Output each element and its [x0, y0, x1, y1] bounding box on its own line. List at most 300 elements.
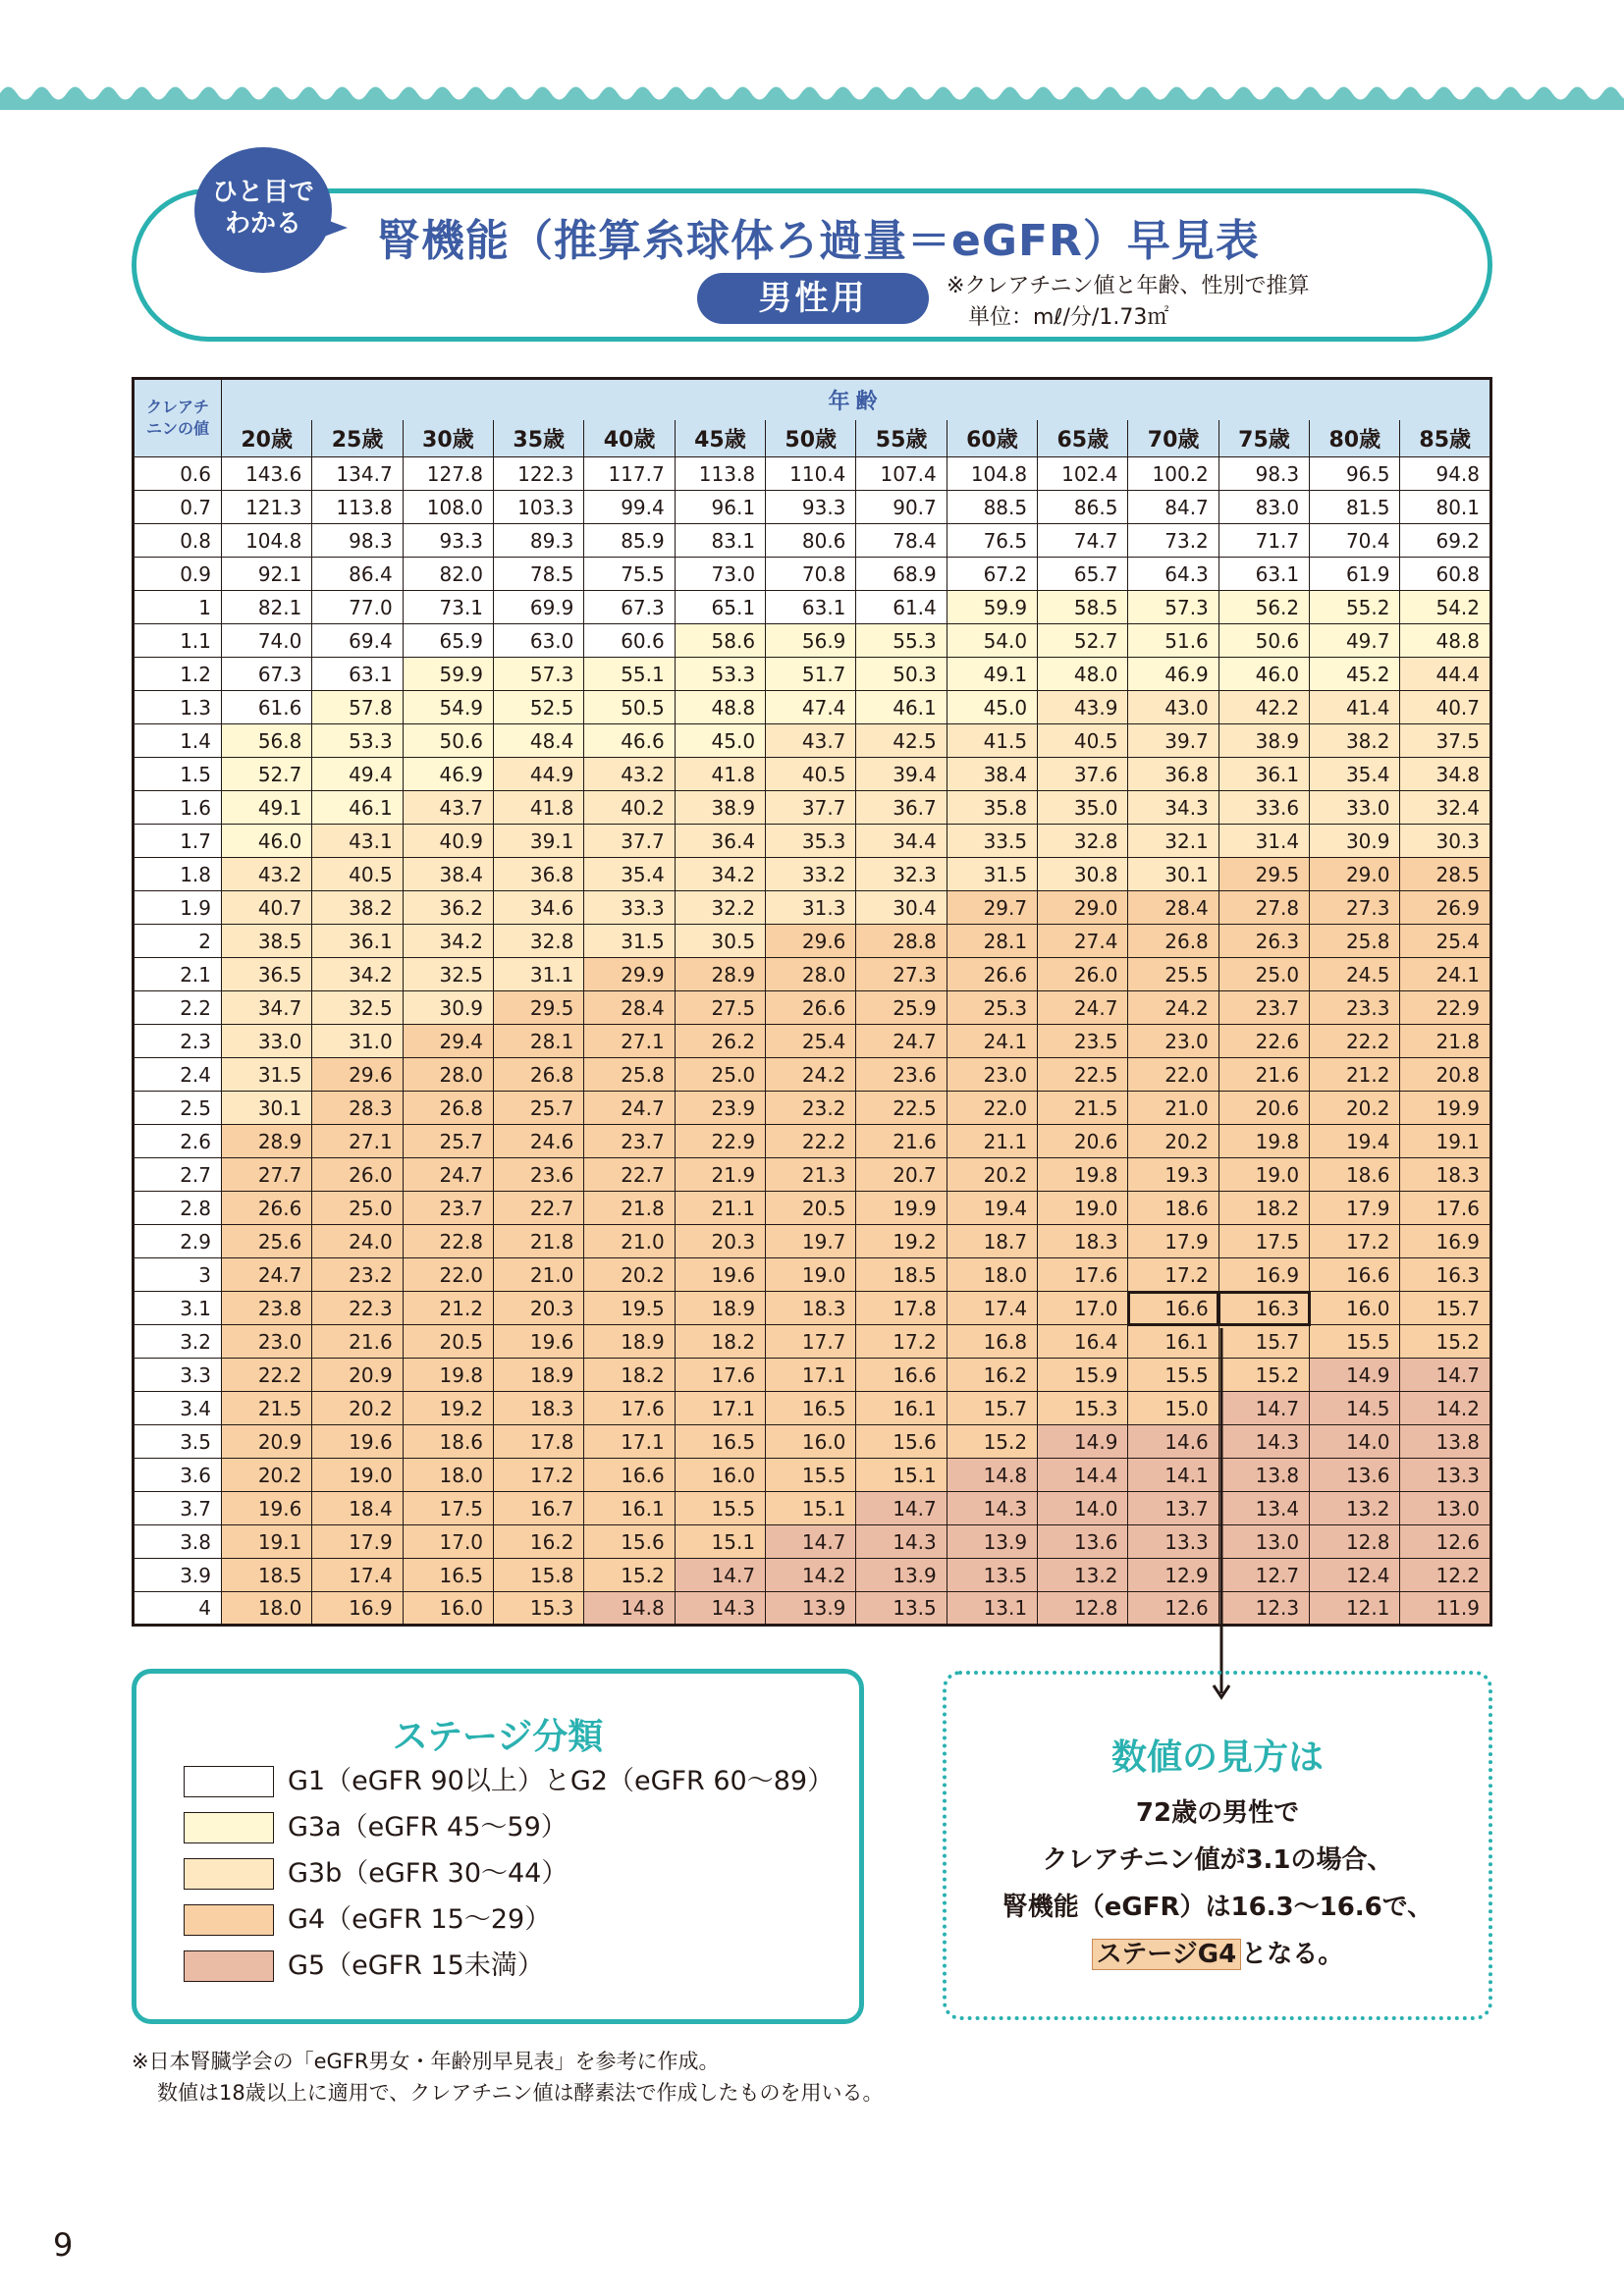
egfr-cell: 41.5 [947, 724, 1037, 758]
egfr-cell: 89.3 [494, 524, 584, 558]
egfr-cell: 73.2 [1128, 524, 1218, 558]
male-label: 男性用 [697, 273, 929, 324]
creatinine-value: 1 [134, 591, 222, 624]
creatinine-value: 3.4 [134, 1392, 222, 1425]
egfr-cell: 15.7 [1400, 1292, 1491, 1325]
egfr-cell: 13.5 [947, 1559, 1037, 1592]
egfr-cell: 24.0 [312, 1225, 403, 1258]
egfr-cell: 20.3 [494, 1292, 584, 1325]
egfr-cell: 99.4 [584, 491, 675, 524]
egfr-cell: 25.0 [1218, 958, 1309, 991]
egfr-cell: 27.3 [1310, 891, 1400, 925]
egfr-cell: 13.3 [1128, 1525, 1218, 1559]
egfr-cell: 30.1 [222, 1092, 312, 1125]
egfr-cell: 20.2 [584, 1258, 675, 1292]
egfr-cell: 21.1 [675, 1192, 765, 1225]
egfr-cell: 22.2 [1310, 1025, 1400, 1058]
egfr-cell: 55.2 [1310, 591, 1400, 624]
egfr-cell: 121.3 [222, 491, 312, 524]
egfr-cell: 17.7 [766, 1325, 856, 1359]
egfr-cell: 16.6 [584, 1459, 675, 1492]
callout-arrow [1211, 1328, 1232, 1706]
egfr-cell: 19.1 [1400, 1125, 1491, 1158]
egfr-cell: 44.9 [494, 758, 584, 791]
egfr-cell: 63.1 [766, 591, 856, 624]
egfr-cell: 17.1 [584, 1425, 675, 1459]
egfr-cell: 27.4 [1038, 925, 1128, 958]
egfr-cell: 19.8 [403, 1359, 493, 1392]
egfr-cell: 48.0 [1038, 658, 1128, 691]
creatinine-value: 0.8 [134, 524, 222, 558]
egfr-cell: 27.5 [675, 991, 765, 1025]
egfr-cell: 21.1 [947, 1125, 1037, 1158]
page-number: 9 [53, 2226, 74, 2264]
egfr-cell: 34.8 [1400, 758, 1491, 791]
creatinine-value: 3.2 [134, 1325, 222, 1359]
egfr-cell: 29.6 [766, 925, 856, 958]
egfr-cell: 30.3 [1400, 825, 1491, 858]
egfr-cell: 18.2 [584, 1359, 675, 1392]
age-column-header: 75歳 [1218, 420, 1309, 457]
legend-label: G4（eGFR 15〜29） [288, 1904, 552, 1935]
egfr-cell: 57.8 [312, 691, 403, 724]
egfr-cell: 21.3 [766, 1158, 856, 1192]
egfr-cell: 28.5 [1400, 858, 1491, 891]
age-column-header: 60歳 [947, 420, 1037, 457]
egfr-cell: 13.6 [1310, 1459, 1400, 1492]
egfr-cell: 61.4 [856, 591, 947, 624]
egfr-cell: 14.7 [766, 1525, 856, 1559]
egfr-cell: 96.1 [675, 491, 765, 524]
age-column-header: 20歳 [222, 420, 312, 457]
age-column-header: 35歳 [494, 420, 584, 457]
egfr-cell: 23.7 [584, 1125, 675, 1158]
egfr-cell: 64.3 [1128, 558, 1218, 591]
egfr-cell: 50.6 [1218, 624, 1309, 658]
egfr-cell: 20.6 [1218, 1092, 1309, 1125]
egfr-cell: 108.0 [403, 491, 493, 524]
egfr-cell: 37.5 [1400, 724, 1491, 758]
page-title: 腎機能（推算糸球体ろ過量＝eGFR）早見表 [377, 216, 1260, 266]
egfr-cell: 46.9 [403, 758, 493, 791]
egfr-cell: 14.2 [1400, 1392, 1491, 1425]
egfr-cell: 16.2 [947, 1359, 1037, 1392]
egfr-cell: 40.5 [312, 858, 403, 891]
table-row [134, 1192, 1491, 1225]
egfr-cell: 15.5 [1128, 1359, 1218, 1392]
egfr-cell: 38.2 [312, 891, 403, 925]
egfr-cell: 15.3 [494, 1592, 584, 1626]
egfr-cell: 96.5 [1310, 457, 1400, 491]
howto-box [943, 1671, 1492, 2020]
egfr-cell: 117.7 [584, 457, 675, 491]
age-column-header: 65歳 [1038, 420, 1128, 457]
egfr-cell: 13.6 [1038, 1525, 1128, 1559]
egfr-cell: 15.7 [947, 1392, 1037, 1425]
egfr-cell: 127.8 [403, 457, 493, 491]
egfr-cell: 67.3 [222, 658, 312, 691]
egfr-cell: 18.6 [403, 1425, 493, 1459]
egfr-cell: 22.9 [1400, 991, 1491, 1025]
egfr-cell: 55.1 [584, 658, 675, 691]
egfr-cell: 15.8 [494, 1559, 584, 1592]
egfr-cell: 45.2 [1310, 658, 1400, 691]
egfr-cell: 80.1 [1400, 491, 1491, 524]
egfr-cell: 75.5 [584, 558, 675, 591]
egfr-cell: 19.2 [403, 1392, 493, 1425]
age-column-header: 55歳 [856, 420, 947, 457]
egfr-cell: 29.7 [947, 891, 1037, 925]
egfr-cell: 14.3 [947, 1492, 1037, 1525]
egfr-cell: 28.0 [766, 958, 856, 991]
creatinine-value: 1.4 [134, 724, 222, 758]
egfr-cell: 12.8 [1310, 1525, 1400, 1559]
egfr-cell: 37.7 [766, 791, 856, 825]
egfr-cell: 46.6 [584, 724, 675, 758]
egfr-cell: 22.2 [766, 1125, 856, 1158]
egfr-cell: 17.2 [1310, 1225, 1400, 1258]
egfr-cell: 63.0 [494, 624, 584, 658]
egfr-cell: 42.5 [856, 724, 947, 758]
egfr-cell: 43.9 [1038, 691, 1128, 724]
egfr-cell: 86.5 [1038, 491, 1128, 524]
age-column-header: 85歳 [1400, 420, 1491, 457]
creatinine-value: 0.6 [134, 457, 222, 491]
egfr-cell: 14.1 [1128, 1459, 1218, 1492]
egfr-cell: 85.9 [584, 524, 675, 558]
egfr-cell: 16.1 [1128, 1325, 1218, 1359]
creatinine-value: 3.5 [134, 1425, 222, 1459]
egfr-cell: 24.5 [1310, 958, 1400, 991]
egfr-cell: 98.3 [312, 524, 403, 558]
egfr-cell: 20.5 [766, 1192, 856, 1225]
egfr-cell: 22.7 [494, 1192, 584, 1225]
egfr-cell: 18.3 [766, 1292, 856, 1325]
egfr-cell: 29.6 [312, 1058, 403, 1092]
egfr-cell: 98.3 [1218, 457, 1309, 491]
egfr-cell: 23.7 [403, 1192, 493, 1225]
egfr-cell: 15.1 [675, 1525, 765, 1559]
stage-legend-box [132, 1669, 864, 2024]
egfr-cell: 94.8 [1400, 457, 1491, 491]
egfr-cell: 15.2 [947, 1425, 1037, 1459]
egfr-cell: 14.9 [1310, 1359, 1400, 1392]
egfr-cell: 143.6 [222, 457, 312, 491]
egfr-cell: 32.2 [675, 891, 765, 925]
table-row [134, 591, 1491, 624]
egfr-cell: 35.0 [1038, 791, 1128, 825]
table-row [134, 1592, 1491, 1626]
creatinine-value: 1.9 [134, 891, 222, 925]
egfr-cell: 44.4 [1400, 658, 1491, 691]
creatinine-value: 2.7 [134, 1158, 222, 1192]
age-column-header: 40歳 [584, 420, 675, 457]
egfr-cell: 28.4 [1128, 891, 1218, 925]
egfr-cell: 26.3 [1218, 925, 1309, 958]
egfr-cell: 61.9 [1310, 558, 1400, 591]
table-row [134, 925, 1491, 958]
egfr-cell: 31.5 [222, 1058, 312, 1092]
egfr-cell: 45.0 [947, 691, 1037, 724]
egfr-cell: 23.6 [856, 1058, 947, 1092]
table-row [134, 991, 1491, 1025]
egfr-cell: 56.8 [222, 724, 312, 758]
egfr-cell: 113.8 [675, 457, 765, 491]
egfr-cell: 28.9 [675, 958, 765, 991]
egfr-cell: 50.6 [403, 724, 493, 758]
egfr-cell: 31.0 [312, 1025, 403, 1058]
egfr-cell: 35.4 [584, 858, 675, 891]
egfr-cell: 56.9 [766, 624, 856, 658]
egfr-cell: 38.4 [947, 758, 1037, 791]
table-row [134, 1425, 1491, 1459]
egfr-cell: 40.5 [766, 758, 856, 791]
creatinine-value: 0.7 [134, 491, 222, 524]
egfr-cell: 23.5 [1038, 1025, 1128, 1058]
egfr-cell: 18.9 [584, 1325, 675, 1359]
egfr-cell: 12.4 [1310, 1559, 1400, 1592]
egfr-cell: 25.8 [584, 1058, 675, 1092]
egfr-cell: 19.5 [584, 1292, 675, 1325]
egfr-cell: 57.3 [494, 658, 584, 691]
egfr-cell: 18.6 [1310, 1158, 1400, 1192]
egfr-cell: 20.2 [312, 1392, 403, 1425]
legend-swatch [184, 1858, 274, 1890]
egfr-cell: 19.1 [222, 1525, 312, 1559]
egfr-cell: 16.0 [766, 1425, 856, 1459]
egfr-cell: 69.9 [494, 591, 584, 624]
egfr-cell: 12.9 [1128, 1559, 1218, 1592]
egfr-cell: 21.8 [584, 1192, 675, 1225]
egfr-cell: 35.3 [766, 825, 856, 858]
egfr-cell: 23.7 [1218, 991, 1309, 1025]
egfr-cell: 20.6 [1038, 1125, 1128, 1158]
egfr-cell: 36.4 [675, 825, 765, 858]
table-row [134, 457, 1491, 491]
egfr-table [132, 377, 1492, 1627]
egfr-cell: 27.1 [584, 1025, 675, 1058]
egfr-cell: 24.6 [494, 1125, 584, 1158]
egfr-cell: 59.9 [947, 591, 1037, 624]
egfr-cell: 17.6 [1038, 1258, 1128, 1292]
egfr-cell: 92.1 [222, 558, 312, 591]
egfr-cell: 19.4 [1310, 1125, 1400, 1158]
egfr-cell: 40.2 [584, 791, 675, 825]
egfr-cell: 16.4 [1038, 1325, 1128, 1359]
egfr-cell: 20.2 [1310, 1092, 1400, 1125]
egfr-cell: 26.0 [1038, 958, 1128, 991]
egfr-cell: 33.6 [1218, 791, 1309, 825]
egfr-cell: 76.5 [947, 524, 1037, 558]
creatinine-value: 3.3 [134, 1359, 222, 1392]
egfr-cell: 16.3 [1400, 1258, 1491, 1292]
table-row [134, 1492, 1491, 1525]
egfr-cell: 22.0 [947, 1092, 1037, 1125]
egfr-cell: 14.3 [675, 1592, 765, 1626]
egfr-cell: 48.8 [1400, 624, 1491, 658]
footnote-line2: 数値は18歳以上に適用で、クレアチニン値は酵素法で作成したものを用いる。 [157, 2081, 884, 2105]
egfr-cell: 104.8 [222, 524, 312, 558]
note-line2: 単位：mℓ/分/1.73㎡ [968, 305, 1169, 330]
egfr-cell: 16.3 [1218, 1292, 1309, 1325]
table-row [134, 558, 1491, 591]
egfr-cell: 63.1 [312, 658, 403, 691]
egfr-cell: 25.7 [494, 1092, 584, 1125]
egfr-cell: 22.7 [584, 1158, 675, 1192]
egfr-cell: 17.6 [675, 1359, 765, 1392]
egfr-cell: 17.8 [494, 1425, 584, 1459]
egfr-cell: 28.3 [312, 1092, 403, 1125]
egfr-cell: 22.0 [1128, 1058, 1218, 1092]
egfr-cell: 15.2 [584, 1559, 675, 1592]
egfr-cell: 113.8 [312, 491, 403, 524]
egfr-cell: 36.7 [856, 791, 947, 825]
table-row [134, 1525, 1491, 1559]
egfr-cell: 27.1 [312, 1125, 403, 1158]
egfr-cell: 15.2 [1218, 1359, 1309, 1392]
note-line1: ※クレアチニン値と年齢、性別で推算 [947, 274, 1310, 298]
legend-label: G3b（eGFR 30〜44） [288, 1858, 568, 1889]
egfr-cell: 34.4 [856, 825, 947, 858]
egfr-cell: 43.0 [1128, 691, 1218, 724]
egfr-cell: 25.0 [312, 1192, 403, 1225]
egfr-cell: 21.6 [856, 1125, 947, 1158]
egfr-cell: 19.8 [1218, 1125, 1309, 1158]
howto-line1: 72歳の男性で [1135, 1798, 1300, 1828]
egfr-cell: 17.9 [1128, 1225, 1218, 1258]
egfr-cell: 35.8 [947, 791, 1037, 825]
egfr-cell: 107.4 [856, 457, 947, 491]
egfr-cell: 74.7 [1038, 524, 1128, 558]
egfr-cell: 48.8 [675, 691, 765, 724]
egfr-cell: 49.1 [222, 791, 312, 825]
egfr-cell: 22.3 [312, 1292, 403, 1325]
egfr-cell: 17.9 [1310, 1192, 1400, 1225]
creatinine-header-line2: ニンの値 [145, 419, 209, 438]
egfr-cell: 16.6 [856, 1359, 947, 1392]
legend-swatch [184, 1904, 274, 1936]
egfr-cell: 24.7 [403, 1158, 493, 1192]
egfr-cell: 81.5 [1310, 491, 1400, 524]
legend-label: G1（eGFR 90以上）とG2（eGFR 60〜89） [288, 1766, 835, 1796]
egfr-cell: 20.2 [947, 1158, 1037, 1192]
egfr-cell: 19.7 [766, 1225, 856, 1258]
egfr-cell: 18.0 [222, 1592, 312, 1626]
egfr-cell: 31.1 [494, 958, 584, 991]
table-row [134, 891, 1491, 925]
egfr-cell: 36.8 [494, 858, 584, 891]
egfr-cell: 25.6 [222, 1225, 312, 1258]
egfr-cell: 21.5 [222, 1392, 312, 1425]
egfr-cell: 34.6 [494, 891, 584, 925]
egfr-cell: 20.2 [222, 1459, 312, 1492]
egfr-cell: 41.4 [1310, 691, 1400, 724]
egfr-cell: 26.8 [494, 1058, 584, 1092]
egfr-cell: 55.3 [856, 624, 947, 658]
egfr-cell: 18.0 [947, 1258, 1037, 1292]
egfr-cell: 110.4 [766, 457, 856, 491]
egfr-cell: 12.7 [1218, 1559, 1309, 1592]
egfr-cell: 29.9 [584, 958, 675, 991]
egfr-cell: 17.0 [1038, 1292, 1128, 1325]
egfr-cell: 23.8 [222, 1292, 312, 1325]
egfr-cell: 28.4 [584, 991, 675, 1025]
howto-line3: 腎機能（eGFR）は16.3〜16.6で、 [1001, 1893, 1434, 1922]
egfr-cell: 25.4 [1400, 925, 1491, 958]
egfr-cell: 67.2 [947, 558, 1037, 591]
egfr-cell: 88.5 [947, 491, 1037, 524]
egfr-cell: 34.2 [312, 958, 403, 991]
egfr-cell: 45.0 [675, 724, 765, 758]
creatinine-value: 2.4 [134, 1058, 222, 1092]
egfr-cell: 46.9 [1128, 658, 1218, 691]
age-column-header: 50歳 [766, 420, 856, 457]
egfr-cell: 13.4 [1218, 1492, 1309, 1525]
egfr-cell: 33.3 [584, 891, 675, 925]
howto-line4-suffix: となる。 [1241, 1940, 1344, 1969]
egfr-cell: 20.9 [222, 1425, 312, 1459]
egfr-cell: 14.7 [1400, 1359, 1491, 1392]
egfr-cell: 37.7 [584, 825, 675, 858]
age-column-header: 45歳 [675, 420, 765, 457]
egfr-cell: 17.1 [675, 1392, 765, 1425]
egfr-cell: 15.6 [584, 1525, 675, 1559]
egfr-cell: 77.0 [312, 591, 403, 624]
egfr-cell: 102.4 [1038, 457, 1128, 491]
egfr-cell: 29.0 [1038, 891, 1128, 925]
egfr-cell: 14.8 [947, 1459, 1037, 1492]
egfr-cell: 14.0 [1310, 1425, 1400, 1459]
egfr-cell: 15.1 [766, 1492, 856, 1525]
creatinine-value: 3.1 [134, 1292, 222, 1325]
creatinine-value: 2 [134, 925, 222, 958]
egfr-cell: 13.1 [947, 1592, 1037, 1626]
egfr-cell: 19.0 [766, 1258, 856, 1292]
egfr-cell: 30.1 [1128, 858, 1218, 891]
egfr-cell: 21.6 [1218, 1058, 1309, 1092]
egfr-cell: 39.1 [494, 825, 584, 858]
egfr-cell: 49.7 [1310, 624, 1400, 658]
egfr-cell: 29.5 [1218, 858, 1309, 891]
egfr-cell: 59.9 [403, 658, 493, 691]
egfr-cell: 18.2 [675, 1325, 765, 1359]
egfr-cell: 41.8 [494, 791, 584, 825]
egfr-cell: 22.5 [856, 1092, 947, 1125]
egfr-cell: 13.9 [766, 1592, 856, 1626]
egfr-cell: 34.3 [1128, 791, 1218, 825]
egfr-cell: 16.1 [584, 1492, 675, 1525]
egfr-cell: 16.0 [403, 1592, 493, 1626]
badge-tail [316, 216, 348, 240]
egfr-cell: 50.5 [584, 691, 675, 724]
egfr-cell: 14.7 [856, 1492, 947, 1525]
egfr-cell: 46.1 [856, 691, 947, 724]
egfr-cell: 21.8 [1400, 1025, 1491, 1058]
egfr-cell: 25.7 [403, 1125, 493, 1158]
egfr-cell: 26.0 [312, 1158, 403, 1192]
egfr-cell: 23.3 [1310, 991, 1400, 1025]
egfr-cell: 43.7 [403, 791, 493, 825]
table-row [134, 624, 1491, 658]
table-row [134, 1359, 1491, 1392]
egfr-cell: 60.8 [1400, 558, 1491, 591]
footnote-line1: ※日本腎臓学会の「eGFR男女・年齢別早見表」を参考に作成。 [132, 2050, 720, 2073]
egfr-cell: 17.5 [403, 1492, 493, 1525]
egfr-cell: 21.5 [1038, 1092, 1128, 1125]
egfr-cell: 26.2 [675, 1025, 765, 1058]
egfr-cell: 19.0 [1218, 1158, 1309, 1192]
egfr-cell: 14.4 [1038, 1459, 1128, 1492]
